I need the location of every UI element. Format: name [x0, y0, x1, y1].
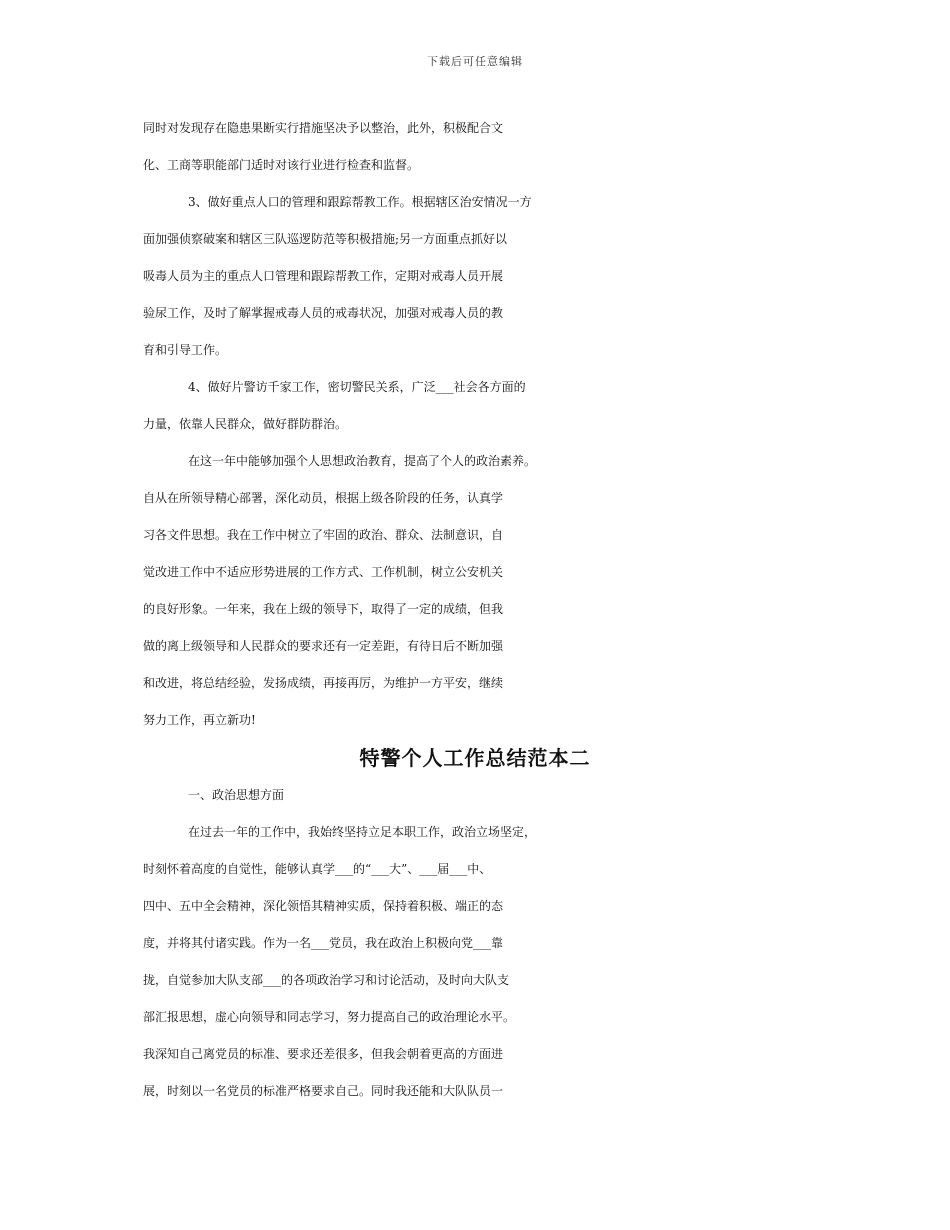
text-line: 自从在所领导精心部署，深化动员，根据上级各阶段的任务，认真学 [143, 491, 504, 505]
text-line: 同时对发现存在隐患果断实行措施坚决予以整治，此外，积极配合文 [143, 121, 504, 135]
text-line: 的良好形象。一年来，我在上级的领导下，取得了一定的成绩，但我 [143, 602, 504, 616]
text-line: 部汇报思想，虚心向领导和同志学习，努力提高自己的政治理论水平。 [143, 1010, 516, 1024]
text-line: 四中、五中全会精神，深化领悟其精神实质，保持着积极、端正的态 [143, 899, 504, 913]
text-line: 一、政治思想方面 [188, 788, 285, 802]
text-line: 吸毒人员为主的重点人口管理和跟踪帮教工作，定期对戒毒人员开展 [143, 269, 504, 283]
text-line: 育和引导工作。 [143, 343, 228, 357]
text-line: 拢，自觉参加大队支部___的各项政治学习和讨论活动，及时向大队支 [143, 973, 510, 987]
text-line: 时刻怀着高度的自觉性，能够认真学___的“___大”、___届___中、 [143, 862, 492, 876]
text-line: 4、做好片警访千家工作，密切警民关系，广泛___社会各方面的 [188, 380, 526, 394]
text-line: 努力工作，再立新功! [143, 713, 256, 727]
text-line: 觉改进工作中不适应形势进展的工作方式、工作机制，树立公安机关 [143, 565, 504, 579]
text-line: 我深知自己离党员的标准、要求还差很多，但我会朝着更高的方面进 [143, 1047, 504, 1061]
text-line: 力量，依靠人民群众，做好群防群治。 [143, 417, 348, 431]
text-line: 和改进，将总结经验，发扬成绩，再接再厉，为维护一方平安，继续 [143, 676, 504, 690]
text-line: 做的离上级领导和人民群众的要求还有一定差距，有待日后不断加强 [143, 639, 504, 653]
page-header: 下载后可任意编辑 [427, 55, 523, 68]
text-line: 展，时刻以一名党员的标准严格要求自己。同时我还能和大队队员一 [143, 1084, 504, 1098]
text-line: 在这一年中能够加强个人思想政治教育，提高了个人的政治素养。 [188, 454, 537, 468]
text-line: 化、工商等职能部门适时对该行业进行检查和监督。 [143, 158, 420, 172]
text-line: 验尿工作，及时了解掌握戒毒人员的戒毒状况，加强对戒毒人员的教 [143, 306, 504, 320]
text-line: 面加强侦察破案和辖区三队巡逻防范等积极措施;另一方面重点抓好以 [143, 232, 508, 246]
text-line: 在过去一年的工作中，我始终坚持立足本职工作，政治立场坚定， [188, 825, 537, 839]
text-line: 习各文件思想。我在工作中树立了牢固的政治、群众、法制意识，自 [143, 528, 504, 542]
text-line: 3、做好重点人口的管理和跟踪帮教工作。根据辖区治安情况一方 [188, 195, 532, 209]
text-line: 度，并将其付诸实践。作为一名___党员，我在政治上积极向党___靠 [143, 936, 504, 950]
section-title: 特警个人工作总结范本二 [359, 746, 591, 770]
